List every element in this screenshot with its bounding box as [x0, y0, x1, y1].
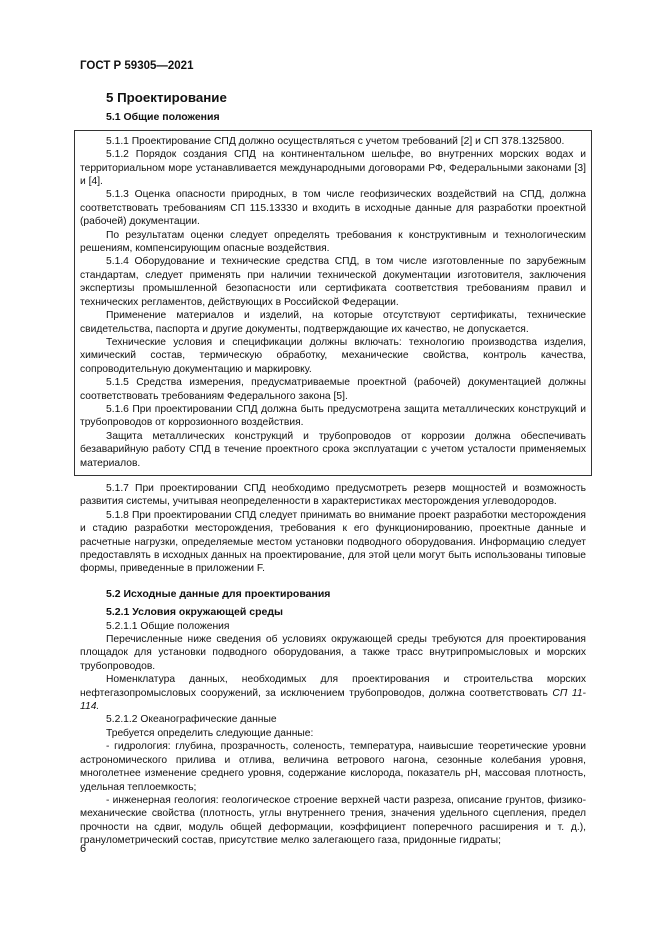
paragraph: 5.1.7 При проектировании СПД необходимо предусмотреть резерв мощностей и возможность развития системы, учитывая неопределенности в характеристиках месторождения углеводородов. — [80, 482, 586, 508]
paragraph: 5.1.5 Средства измерения, предусматриваемые проектной (рабочей) документацией должны соответствовать требованиям Федерального закона [5]. — [80, 377, 586, 402]
paragraph: 5.1.8 При проектировании СПД следует принимать во внимание проект разработки месторождения и стадию разработки месторождения, требования к его функционированию, проектные данные и расчетные нагрузки, определяемые местом установки подводного оборудования. Информацию следует предоставлять в исходных данных на проектирование, для этой цели могут быть использованы типовые формы, приведенные в приложении F. — [80, 509, 586, 575]
standard-reference: СП 11-114. — [80, 687, 586, 713]
item-heading: 5.2.1.1 Общие положения — [106, 620, 230, 632]
paragraph: Применение материалов и изделий, на которые отсутствуют сертификаты, технические свидетельства, паспорта и другие документы, подтверждающие их качество, не допускается. — [80, 310, 586, 335]
paragraph: 5.1.4 Оборудование и технические средства СПД, в том числе изготовленные по зарубежным стандартам, следует применять при наличии технической документации изготовителя, заключения экспертизы промышленной безопасности или сертификата соответствия требованиям правил и технических регламентов, действующих в Российской Федерации. — [80, 256, 586, 308]
subsubsection-title: 5.2.1 Условия окружающей среды — [106, 606, 283, 619]
paragraph: Защита металлических конструкций и трубопроводов от коррозии должна обеспечивать безаварийную работу СПД в течение проектного срока эксплуатации с учетом усталости применяемых материалов. — [80, 430, 586, 469]
paragraph-text: Номенклатура данных, необходимых для проектирования и строительства морских нефтегазопромысловых сооружений, за исключением трубопроводов, должна соответствовать — [80, 674, 586, 699]
paragraph: 5.1.3 Оценка опасности природных, в том числе геофизических воздействий на СПД, должна соответствовать требованиям СП 115.13330 и входить в исходные данные для разработки проектной (рабочей) документации. — [80, 189, 586, 228]
framed-text-box — [74, 130, 592, 476]
section-title: 5 Проектирование — [106, 90, 227, 105]
paragraph: Перечисленные ниже сведения об условиях окружающей среды требуются для проектирования площадок для установки подводного оборудования, а также трасс внутрипромысловых и морских трубопроводов. — [80, 634, 586, 672]
paragraph: По результатам оценки следует определять требования к конструктивным и технологическим решениям, компенсирующим опасные воздействия. — [80, 229, 586, 255]
paragraph: Технические условия и спецификации должны включать: технологию производства изделия, химический состав, термическую обработку, механические свойства, контроль качества, сопроводительную документацию и маркировку. — [80, 336, 586, 375]
page-content — [80, 91, 586, 848]
paragraph: 5.1.6 При проектировании СПД должна быть предусмотрена защита металлических конструкций и трубопроводов от коррозионного воздействия. — [80, 403, 586, 429]
subsection-title: 5.2 Исходные данные для проектирования — [106, 587, 331, 600]
paragraph — [80, 673, 586, 713]
list-item: - гидрология: глубина, прозрачность, соленость, температура, наивысшие теоретические уровни астрономического прилива и отлива, величина ветрового нагона, сезонные колебания уровня, многолетнее изменение среднего уровня, содержание кислорода, показатель pH, массовая плотность, удельная теплоемкость; — [80, 741, 586, 793]
document-header-code: ГОСТ Р 59305—2021 — [80, 60, 194, 72]
paragraph: Требуется определить следующие данные: — [106, 727, 314, 739]
item-heading: 5.2.1.2 Океанографические данные — [106, 714, 277, 726]
page-number: 6 — [80, 843, 87, 855]
subsection-title: 5.1 Общие положения — [106, 111, 220, 124]
paragraph: 5.1.2 Порядок создания СПД на континентальном шельфе, во внутренних морских водах и территориальном море устанавливается международными договорами РФ, Федеральными законами [3] и [4]. — [80, 149, 586, 188]
paragraph: 5.1.1 Проектирование СПД должно осуществляться с учетом требований [2] и СП 378.1325800. — [106, 135, 565, 147]
list-item: - инженерная геология: геологическое строение верхней части разреза, описание грунтов, физико-механические свойства (плотность, углы внутреннего трения, значения удельного сцепления, предел прочности на сдвиг, модуль общей деформации, коэффициент поперечного расширения и т. д.), гранулометрический состав, присутствие мелко залегающего газа, придонные гидраты; — [80, 794, 586, 847]
